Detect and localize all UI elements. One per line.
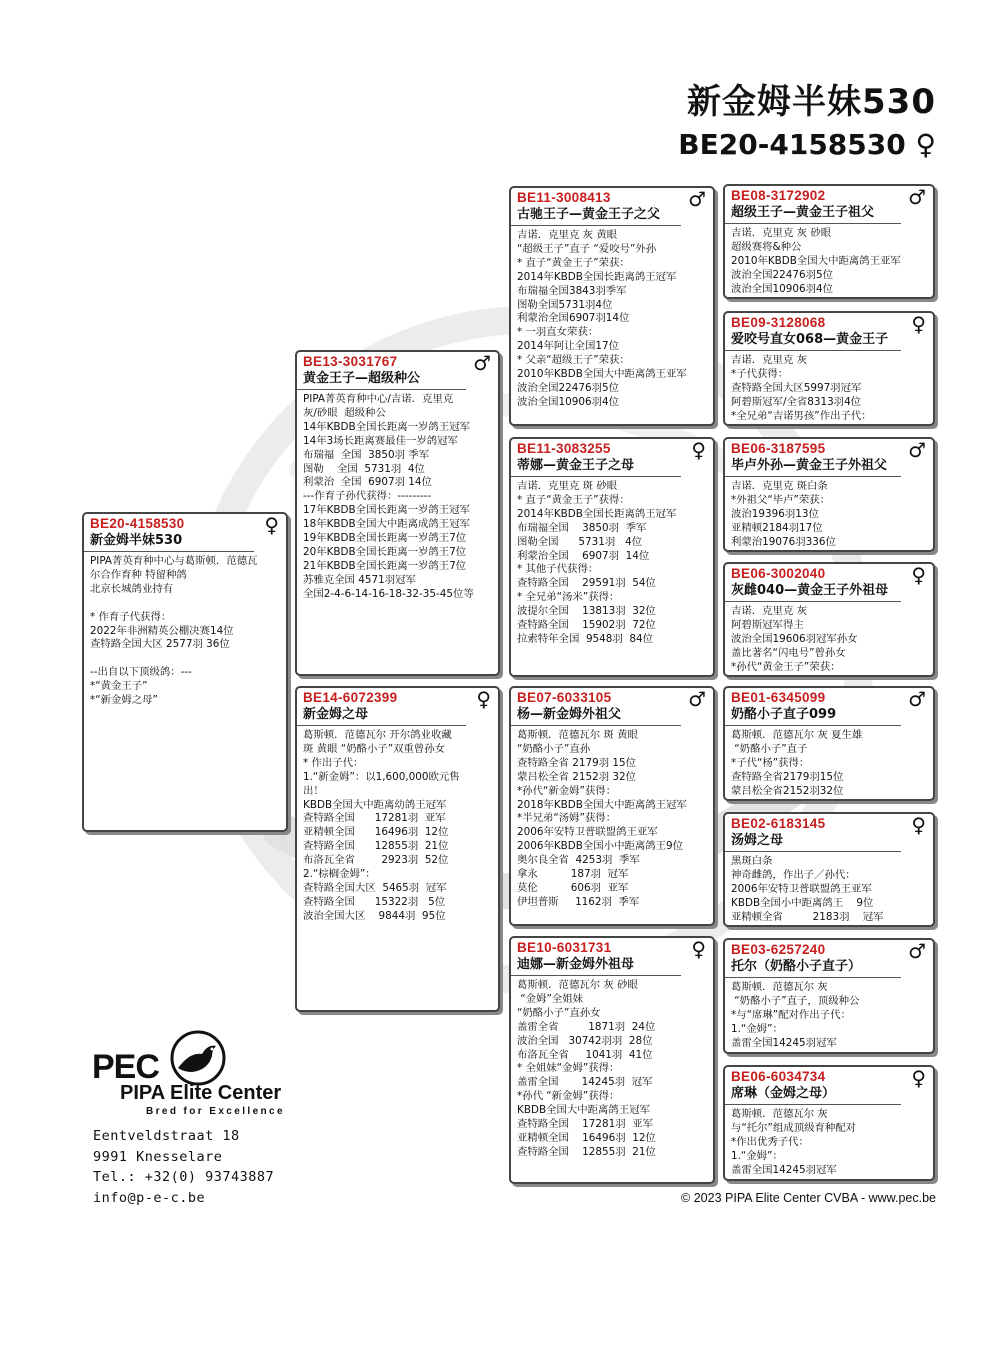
pigeon-name: 汤姆之母 <box>725 832 901 852</box>
detail-line: 波治全国 30742羽羽 28位 <box>517 1034 653 1047</box>
ring-number: BE06-3002040 <box>731 566 826 581</box>
detail-line: 查特路全国 12855羽 21位 <box>303 840 449 853</box>
detail-line <box>90 597 280 611</box>
card-dam-dam <box>509 936 715 1184</box>
sex-symbol: ♂ <box>908 687 926 711</box>
detail-line: 图勒全国5731羽4位 <box>517 298 613 311</box>
detail-line: ---作育子孙代获得：--------- <box>303 490 432 503</box>
address-street: Eentveldstraat 18 <box>93 1128 240 1144</box>
detail-line: 2022年非洲精英公棚决赛14位 <box>90 624 234 637</box>
detail-line: 2006年KBDB全国小中距离鸽王9位 <box>517 840 684 853</box>
card-sire-dam <box>509 437 715 677</box>
company-address <box>93 1126 274 1208</box>
detail-line: * 直子“黄金王子”荣获： <box>517 256 630 269</box>
pigeon-name: 灰雌040—黄金王子外祖母 <box>725 582 901 602</box>
detail-line: * 全兄弟“汤米”获得： <box>517 591 620 604</box>
detail-line: *半兄弟“汤姆”获得： <box>517 812 617 825</box>
detail-line: 2014年KBDB全国长距离鸽王冠军 <box>517 507 677 520</box>
ring-number: BE14-6072399 <box>303 690 398 705</box>
detail-line: 查特路全国 15322羽 5位 <box>303 895 446 908</box>
detail-line: 盖雷全省 1871羽 24位 <box>517 1020 656 1033</box>
detail-line: 拉索特年全国 9548羽 84位 <box>517 632 654 645</box>
detail-line: 2014年KBDB全国长距离鸽王冠军 <box>517 270 677 283</box>
detail-line: 黑斑白条 <box>731 855 773 867</box>
card-sire-sire-dam <box>723 311 935 426</box>
detail-line: 亚精顿全国 16496羽 12位 <box>517 1131 656 1144</box>
logo-pec-text: PEC <box>92 1048 159 1086</box>
card-sire-dam-dam <box>723 562 935 677</box>
detail-line: 阿碧斯冠军得主 <box>731 618 804 631</box>
ring-number: BE01-6345099 <box>731 690 826 705</box>
detail-line: 查特路全省2179羽15位 <box>731 770 844 783</box>
pigeon-details <box>725 351 933 424</box>
address-phone: Tel.: +32(0) 93743887 <box>93 1169 275 1185</box>
pigeon-name: 迪娜—新金姆外祖母 <box>511 956 681 976</box>
detail-line: *孙代“新金姆”获得： <box>517 784 617 797</box>
detail-line: 莫伦 606羽 亚军 <box>517 881 629 894</box>
detail-line: 盖比著名“闪电号”曾孙女 <box>731 646 846 659</box>
ring-number: BE03-6257240 <box>731 942 826 957</box>
detail-line: 17年KBDB全国长距离一岁鸽王冠军 <box>303 504 470 517</box>
detail-line: 神奇雌鸽，作出子／孙代： <box>731 868 856 881</box>
sex-symbol: ♂ <box>688 187 706 211</box>
detail-line: 1.“新金姆”：以1,600,000欧元售 <box>303 770 460 783</box>
detail-line: 超级赛将&种公 <box>731 240 802 253</box>
pigeon-details <box>725 224 933 297</box>
card-dam <box>295 686 500 1012</box>
detail-line: *孙代 “新金姆”获得： <box>517 1090 620 1103</box>
detail-line: 2010年KBDB全国大中距离鸽王亚军 <box>517 368 687 381</box>
ring-number: BE06-6034734 <box>731 1069 826 1084</box>
detail-line: 盖雷全国14245羽冠军 <box>731 1163 837 1176</box>
ring-number: BE02-6183145 <box>731 816 826 831</box>
detail-line: 吉诺．克里克 灰 砂眼 <box>731 227 832 239</box>
detail-line: 波治全国22476羽5位 <box>517 381 620 394</box>
pigeon-name: 古驰王子—黄金王子之父 <box>511 206 681 226</box>
card-sire-dam-sire <box>723 437 935 552</box>
pigeon-name: 杨—新金姆外祖父 <box>511 706 681 726</box>
pigeon-details <box>725 726 933 799</box>
detail-line: 利蒙治 全国 6907羽 14位 <box>303 476 432 489</box>
card-sire-sire <box>509 186 715 426</box>
card-sire-sire-sire <box>723 184 935 299</box>
detail-line: 与“托尔”组成顶级育种配对 <box>731 1121 857 1134</box>
detail-line: 苏雅克全国 4571羽冠军 <box>303 573 416 586</box>
sex-symbol: ♀ <box>911 1066 926 1090</box>
detail-line: 2014年阿让全国17位 <box>517 340 620 353</box>
detail-line: *“新金姆之母” <box>90 694 158 707</box>
sex-symbol: ♀ <box>911 813 926 837</box>
detail-line: 亚精顿全省 2183羽 冠军 <box>731 910 884 923</box>
pigeon-details <box>511 976 713 1160</box>
detail-line: 1.“金姆”： <box>731 1149 783 1162</box>
detail-line: * 父亲“超级王子”荣获： <box>517 354 630 367</box>
detail-line: 19年KBDB全国长距离一岁鸽王7位 <box>303 532 467 545</box>
detail-line: * 作出子代： <box>303 756 364 769</box>
detail-line: 盖雷全国14245羽冠军 <box>731 1036 837 1049</box>
ring-number: BE08-3172902 <box>731 188 826 203</box>
sex-symbol: ♀ <box>264 513 279 537</box>
detail-line: 伊坦普斯 1162羽 季军 <box>517 895 640 908</box>
detail-line: 2006年安特卫普联盟鸽王亚军 <box>731 882 872 895</box>
detail-line: 葛斯顿．范德瓦尔 灰 夏生雄 <box>731 729 863 741</box>
pigeon-details <box>84 552 286 708</box>
detail-line: * 作育子代获得： <box>90 610 172 623</box>
pigeon-name: 蒂娜—黄金王子之母 <box>511 457 681 477</box>
detail-line: 2010年KBDB全国大中距离鸽王亚军 <box>731 254 901 267</box>
pigeon-details <box>725 1105 933 1178</box>
pigeon-name: 新金姆之母 <box>297 706 466 726</box>
detail-line: 利蒙治19076羽336位 <box>731 535 836 548</box>
detail-line: 2.“棕榈金姆”： <box>303 868 376 881</box>
detail-line: 蒙吕松全省2152羽32位 <box>731 784 844 797</box>
detail-line: 波治19396羽13位 <box>731 507 819 520</box>
sex-symbol: ♀ <box>691 438 706 462</box>
footer-copyright: © 2023 PIPA Elite Center CVBA - www.pec.be <box>681 1191 936 1205</box>
page-title: 新金姆半妹530 <box>687 82 936 122</box>
detail-line: 利蒙治全国6907羽14位 <box>517 312 630 325</box>
pigeon-details <box>725 852 933 925</box>
detail-line: 图勒 全国 5731羽 4位 <box>303 462 425 475</box>
detail-line: 1.“金姆”： <box>731 1022 783 1035</box>
detail-line: 亚精顿全国 16496羽 12位 <box>303 826 449 839</box>
pigeon-name: 托尔（奶酪小子直子） <box>725 958 901 978</box>
detail-line: “超级王子”直子 “爱咬号”外孙 <box>517 242 657 255</box>
ring-number-header <box>678 128 936 161</box>
detail-line: 查特路全国大区 2577羽 36位 <box>90 638 230 651</box>
detail-line: KBDB全国小中距离鸽王 9位 <box>731 896 874 909</box>
detail-line: “奶酪小子”直子，顶级种公 <box>731 994 860 1007</box>
detail-line: 全国2-4-6-14-16-18-32-35-45位等 <box>303 587 474 600</box>
detail-line: * 全姐妹“金姆”获得： <box>517 1062 620 1075</box>
detail-line: 波治全国10906羽4位 <box>731 282 834 295</box>
sex-symbol: ♀ <box>691 937 706 961</box>
card-sire <box>295 350 500 676</box>
detail-line: * 直子“黄金王子”获得： <box>517 493 630 506</box>
detail-line: 波治全国大区 9844羽 95位 <box>303 909 446 922</box>
detail-line: 布瑞福全国 3850羽 季军 <box>517 521 647 534</box>
detail-line: 布瑞福全国3843羽季军 <box>517 284 627 297</box>
detail-line: “奶酪小子”直子 <box>731 742 808 755</box>
sex-symbol: ♂ <box>908 939 926 963</box>
pigeon-details <box>725 477 933 550</box>
detail-line: *“黄金王子” <box>90 680 148 693</box>
sex-symbol: ♂ <box>908 438 926 462</box>
detail-line: 阿碧斯冠军/全省8313羽4位 <box>731 395 862 408</box>
detail-line: 2006年安特卫普联盟鸽王亚军 <box>517 826 658 839</box>
detail-line: *子代“杨”获得： <box>731 756 810 769</box>
pigeon-details <box>511 226 713 410</box>
detail-line: 吉诺．克里克 斑 砂眼 <box>517 480 618 492</box>
detail-line: 查特路全国 29591羽 54位 <box>517 577 656 590</box>
detail-line: 布瑞福 全国 3850羽 季军 <box>303 448 430 461</box>
detail-line: 查特路全省 2179羽 15位 <box>517 756 637 769</box>
detail-line: 奥尔良全省 4253羽 季军 <box>517 854 640 867</box>
detail-line: 尔合作育种 特留种鸽 <box>90 568 187 581</box>
sex-symbol: ♂ <box>473 351 491 375</box>
detail-line: 北京长城鸽业持有 <box>90 582 174 595</box>
detail-line: 18年KBDB全国大中距离成鸽王冠军 <box>303 518 470 531</box>
detail-line: 葛斯顿．范德瓦尔 灰 <box>731 1108 828 1120</box>
pigeon-details <box>297 726 498 924</box>
address-email[interactable]: info@p-e-c.be <box>93 1189 206 1206</box>
detail-line: 亚精顿2184羽17位 <box>731 521 823 534</box>
detail-line: “奶酪小子”直孙女 <box>517 1006 601 1019</box>
pigeon-details <box>725 602 933 675</box>
detail-line: 查特路全国 15902羽 72位 <box>517 619 656 632</box>
pigeon-details <box>725 978 933 1051</box>
detail-line: 出！ <box>303 784 324 797</box>
ring-number: BE09-3128068 <box>731 315 826 330</box>
detail-line: 波治全国10906羽4位 <box>517 395 620 408</box>
card-dam-sire <box>509 686 715 926</box>
detail-line: 14年KBDB全国长距离一岁鸽王冠军 <box>303 420 470 433</box>
detail-line: 2018年KBDB全国大中距离鸽王冠军 <box>517 798 687 811</box>
detail-line: 葛斯顿．范德瓦尔 开尔鸽业收藏 <box>303 729 452 741</box>
detail-line: * 一羽直女荣获： <box>517 326 599 339</box>
detail-line: 蒙吕松全省 2152羽 32位 <box>517 770 637 783</box>
detail-line: 布洛瓦全省 1041羽 41位 <box>517 1048 653 1061</box>
detail-line: 20年KBDB全国长距离一岁鸽王7位 <box>303 545 467 558</box>
company-logo <box>92 1030 322 1125</box>
pigeon-name: 新金姆半妹530 <box>84 532 254 552</box>
detail-line: 吉诺．克里克 灰 黄眼 <box>517 229 618 241</box>
detail-line: 吉诺．克里克 灰 <box>731 354 808 366</box>
pigeon-name: 奶酪小子直子099 <box>725 706 901 726</box>
detail-line: 图勒全国 5731羽 4位 <box>517 535 643 548</box>
detail-line: 葛斯顿．范德瓦尔 灰 <box>731 981 828 993</box>
detail-line: * 其他子代获得： <box>517 563 599 576</box>
detail-line: 灰/砂眼 超级种公 <box>303 406 386 419</box>
detail-line: “奶酪小子”直孙 <box>517 742 591 755</box>
sex-symbol: ♀ <box>911 563 926 587</box>
detail-line: 查特路全国 17281羽 亚军 <box>517 1118 653 1131</box>
detail-line: 利蒙治全国 6907羽 14位 <box>517 549 650 562</box>
card-dam-sire-dam <box>723 812 935 927</box>
detail-line: 查特路全国 12855羽 21位 <box>517 1145 656 1158</box>
detail-line: *子代获得： <box>731 367 789 380</box>
ring-number: BE11-3083255 <box>517 441 611 456</box>
detail-line <box>90 652 280 666</box>
detail-line: 拿永 187羽 冠军 <box>517 868 629 881</box>
detail-line: 14年3场长距离赛最佳一岁鸽冠军 <box>303 434 458 447</box>
detail-line: 吉诺．克里克 斑白条 <box>731 480 828 492</box>
sex-symbol: ♂ <box>688 687 706 711</box>
logo-company-name: PIPA Elite Center <box>120 1082 282 1104</box>
detail-line: 波提尔全国 13813羽 32位 <box>517 605 656 618</box>
detail-line: *与“席琳”配对作出子代： <box>731 1008 851 1021</box>
female-symbol: ♀ <box>915 128 936 161</box>
detail-line: *外祖父“毕卢”荣获： <box>731 493 831 506</box>
detail-line: KBDB全国大中距离鸽王冠军 <box>517 1104 650 1117</box>
ring-number: BE10-6031731 <box>517 940 612 955</box>
ring-number: BE11-3008413 <box>517 190 611 205</box>
detail-line: --出自以下顶级鸽：--- <box>90 666 192 679</box>
detail-line: 21年KBDB全国长距离一岁鸽王7位 <box>303 559 467 572</box>
logo-tagline: Bred for Excellence <box>146 1106 285 1117</box>
pigeon-logo-icon <box>168 1030 228 1086</box>
detail-line: 吉诺．克里克 灰 <box>731 605 808 617</box>
detail-line: KBDB全国大中距离幼鸽王冠军 <box>303 798 447 811</box>
detail-line: 葛斯顿．范德瓦尔 斑 黄眼 <box>517 729 638 741</box>
pigeon-name: 爱咬号直女068—黄金王子 <box>725 331 901 351</box>
sex-symbol: ♀ <box>476 687 491 711</box>
pigeon-name: 超级王子—黄金王子祖父 <box>725 204 901 224</box>
card-subject <box>82 512 288 832</box>
pigeon-name: 黄金王子—超级种公 <box>297 370 466 390</box>
pigeon-details <box>511 477 713 647</box>
pigeon-name: 席琳（金姆之母） <box>725 1085 901 1105</box>
detail-line: 波治全国19606羽冠军孙女 <box>731 632 858 645</box>
pigeon-details <box>297 390 498 602</box>
detail-line: 查特路全国 17281羽 亚军 <box>303 812 446 825</box>
pigeon-name: 毕卢外孙—黄金王子外祖父 <box>725 457 901 477</box>
detail-line: “金姆”全姐妹 <box>517 992 584 1005</box>
detail-line: 盖雷全国 14245羽 冠军 <box>517 1076 653 1089</box>
detail-line: *作出优秀子代： <box>731 1135 809 1148</box>
detail-line: 布洛瓦全省 2923羽 52位 <box>303 854 449 867</box>
detail-line: 查特路全国大区 5465羽 冠军 <box>303 881 447 894</box>
pigeon-details <box>511 726 713 910</box>
card-dam-dam-dam <box>723 1065 935 1181</box>
sex-symbol: ♀ <box>911 312 926 336</box>
ring-number: BE20-4158530 <box>678 128 906 161</box>
ring-number: BE20-4158530 <box>90 516 185 531</box>
ring-number: BE13-3031767 <box>303 354 398 369</box>
card-dam-sire-sire <box>723 686 935 801</box>
sex-symbol: ♂ <box>908 185 926 209</box>
detail-line: PIPA菁英育种中心与葛斯顿．范德瓦 <box>90 555 258 567</box>
address-city: 9991 Knesselare <box>93 1148 223 1165</box>
detail-line: *全兄弟“吉诺男孩”作出子代： <box>731 409 872 422</box>
ring-number: BE07-6033105 <box>517 690 612 705</box>
card-dam-dam-sire <box>723 938 935 1054</box>
detail-line: 波治全国22476羽5位 <box>731 268 834 281</box>
ring-number: BE06-3187595 <box>731 441 826 456</box>
detail-line: *孙代“黄金王子”荣获： <box>731 660 841 673</box>
detail-line: PIPA菁英育种中心/吉诺．克里克 <box>303 393 454 405</box>
detail-line: 斑 黄眼 “奶酪小子”双重曾孙女 <box>303 742 446 755</box>
detail-line: 查特路全国大区5997羽冠军 <box>731 381 862 394</box>
detail-line: 葛斯顿．范德瓦尔 灰 砂眼 <box>517 979 638 991</box>
